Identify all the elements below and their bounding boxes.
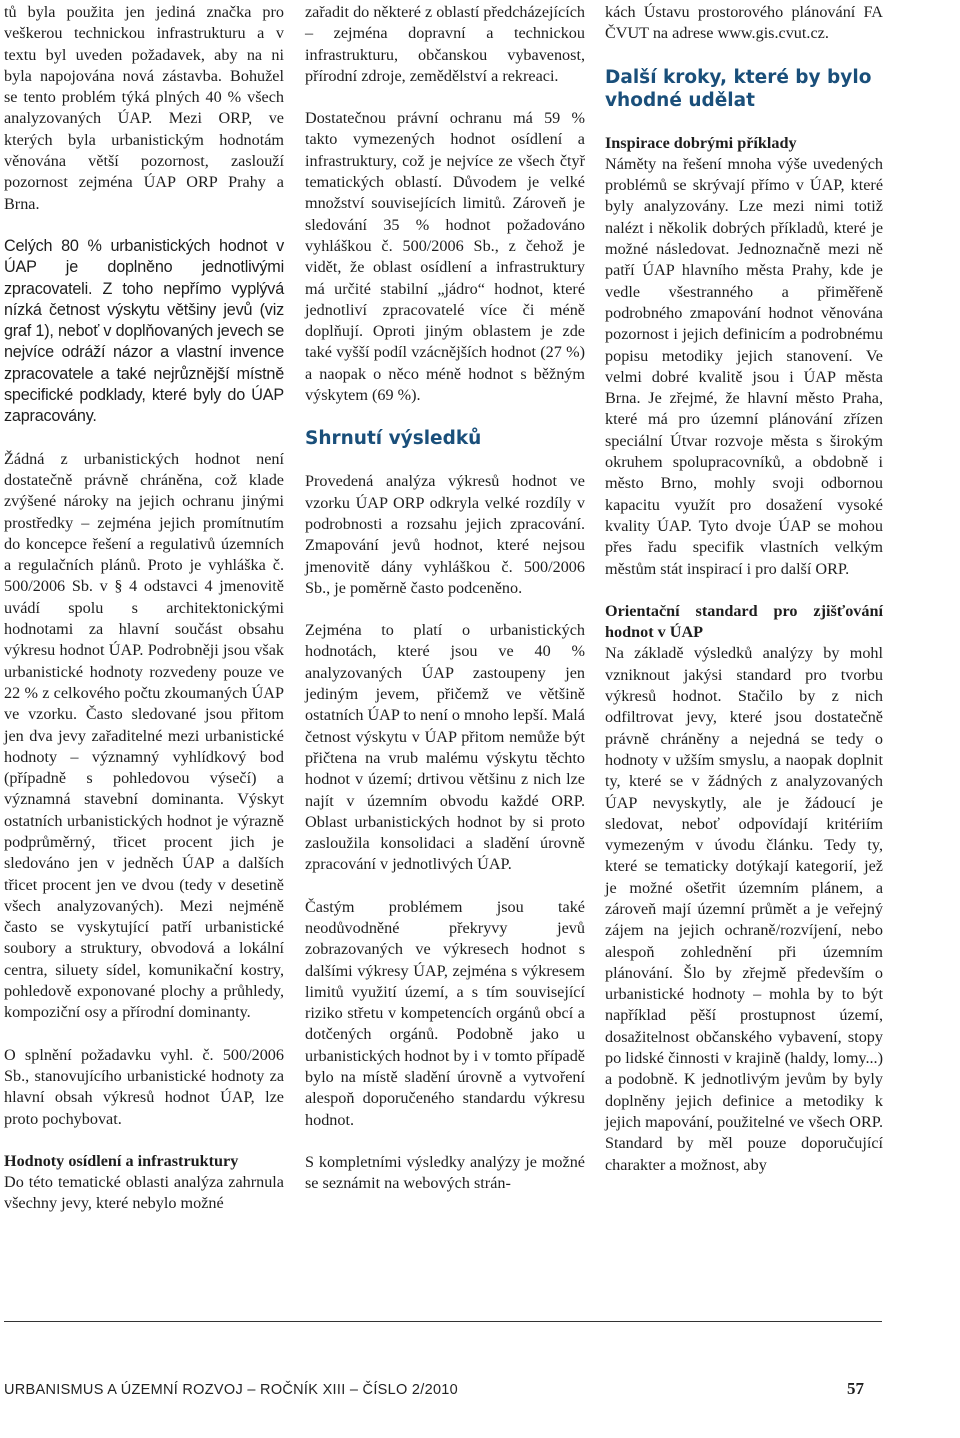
paragraph: Žádná z urbanistických hodnot není dostatečně právně chráněna, což klade zvýšené nároky na jejich ochranu jinými prostředky – zejména jejich promítnutím do koncepce řešení a regulativů územních a regulačních plánů. Proto je vyhláška č. 500/2006 Sb. v § 4 odstavci 4 jmenovitě uvádí spolu s architektonickými hodnotami za hlavní součást obsahu výkresu hodnot ÚAP. Podrobněji jsou však urbanistické hodnoty rozvedeny pouze ve 22 % z celkového počtu zkoumaných ÚAP ve vzorku. Často sledované jsou přitom jen dva jevy zařaditelné mezi urbanistické hodnoty – významný vyhlídkový bod (případně s pohledovou výsečí) a významná stavební dominanta. Výskyt ostatních urbanistických hodnot je výrazně podprůměrný, třicet procent jich je sledováno jen v jedněch ÚAP a dalších třicet procent jen ve dvou (tedy v desetině všech analyzovaných). Mezi nejméně často se vyskytující patří urbanistické soubory a struktury, obvodová a lokální centra, siluety sídel, komunikační kostry, pohledově exponované plochy a průhledy, kompoziční osy a přírodní dominanty. xyxy=(4,449,284,1022)
subheading-inspirace: Inspirace dobrými příklady xyxy=(605,133,797,152)
paragraph: Dostatečnou právní ochranu má 59 % takto vymezených hodnot osídlení a infrastruktury, což je nejvíce ze všech čtyř tematických oblastí. Důvodem je velké množství souvisejících limitů. Zároveň je sledování 35 % hodnot požadováno vyhláškou č. 500/2006 Sb., z čehož je vidět, že oblast osídlení a infrastruktury má určité stabilní „jádro“ hodnot, které jednotliví zpracovatelé více či méně doplňují. Oproti jiným oblastem je zde také vyšší podíl vzácnějších hodnot (27 %) a naopak o něco méně hodnot s běžným výskytem (69 %). xyxy=(305,109,585,405)
text-column-2 xyxy=(305,2,585,1195)
subheading-hodnoty-osidleni: Hodnoty osídlení a infrastruktury xyxy=(4,1151,239,1170)
paragraph: Náměty na řešení mnoha výše uvedených problémů se skrývají přímo v ÚAP, které byly analyzovány. Lze mezi nimi totiž nalézt i několik dobrých příkladů, které je možné následovat. Jednoznačně mezi ně patří ÚAP hlavního města Prahy, kde je vedle všestranného a přiměřeně podrobného zmapování hodnot věnována pozornost i jejich definicím a podrobnému popisu metodiky jejich stanovení. Ve velmi dobré kvalitě jsou i ÚAP města Brna. Je zřejmé, že hlavní město Praha, které má pro územní plánování zřízen speciální Útvar rozvoje města s širokým okruhem spolupracovníků, a obdobně i město Brno, mohly svoji odbornou kapacitu využít pro dosažení vysoké kvality ÚAP. Tyto dvoje ÚAP se mohou přes řadu specifik vlastních velkým městům stát inspirací i pro další ORP. xyxy=(605,154,883,578)
journal-footer: URBANISMUS A ÚZEMNÍ ROZVOJ – ROČNÍK XIII – ČÍSLO 2/2010 xyxy=(4,1382,459,1398)
paragraph: zařadit do některé z oblastí předcházejících – zejména dopravní a technickou infrastrukturu, občanskou vybavenost, přírodní zdroje, zemědělství a rekreaci. xyxy=(305,3,585,85)
subheading-orientacni-standard: Orientační standard pro zjišťování hodnot v ÚAP xyxy=(605,601,883,642)
paragraph: Častým problémem jsou také neodůvodněné překryvy jevů zobrazovaných ve výkresech hodnot s dalšími výkresy ÚAP, zejména s výkresem limitů využití území, a s tím související riziko střetu v kompetencích orgánů obcí a dotčených orgánů. Podobně jako u urbanistických hodnot by i v tomto případě bylo na místě sladění úrovně a vytvoření alespoň doporučeného standardu výkresu hodnot. xyxy=(305,897,585,1129)
paragraph: tů byla použita jen jediná značka pro veškerou technickou infrastrukturu a v textu byl uveden požadavek, aby na ni byla napojována nová zástavba. Bohužel se tento problém týká plných 40 % všech analyzovaných ÚAP. Mezi ORP, ve kterých byla urbanistickým hodnotám věnována větší pozornost, zaslouží pozornost zejména ÚAP ORP Prahy a Brna. xyxy=(4,3,284,213)
paragraph: kách Ústavu prostorového plánování FA ČVUT na adrese www.gis.cvut.cz. xyxy=(605,3,883,43)
footer-divider xyxy=(4,1321,882,1322)
page-number: 57 xyxy=(847,1379,864,1398)
section-heading-dalsi-kroky: Další kroky, které by bylo vhodné udělat xyxy=(605,66,872,111)
paragraph: S kompletními výsledky analýzy je možné se seznámit na webových strán- xyxy=(305,1152,585,1193)
paragraph: Zejména to platí o urbanistických hodnotách, které jsou ve 40 % analyzovaných ÚAP zastoupeny jen jediným jevem, přičemž ve většině ostatních ÚAP to není o mnoho lepší. Malá četnost výskytu v ÚAP přitom nemůže být přičtena na vrub malému výskytu těchto hodnot v území; drtivou většinu z nich lze najít v územním obvodu každé ORP. Oblast urbanistických hodnot by si proto zasloužila konsolidaci a sladění úrovně zpracování v jednotlivých ÚAP. xyxy=(305,621,585,874)
paragraph: Na základě výsledků analýzy by mohl vzniknout jakýsi standard pro tvorbu výkresů hodnot. Stačilo by z nich odfiltrovat jevy, které jsou dostatečně právně chráněny a nejedná se tedy o hodnoty v užším smyslu, a naopak doplnit ty, které se v žádných z analyzovaných ÚAP nevyskytly, ale je žádoucí je sledovat, neboť odpovídají kritériím vymezeným v úvodu článku. Tedy ty, které se tematicky dotýkají kategorií, jež je možné ošetřit územním plánem, a zároveň mají územní průmět a je veřejný zájem na jejich ochraně/rozvíjení, nebo alespoň zohlednění při územním plánování. Šlo by zřejmě především o urbanistické hodnoty – mohla by to být například pěší prostupnost území, dosažitelnost občanského vybavení, stopy po lidské činnosti v krajině (haldy, lomy...) a podobně. K jednotlivým jevům by byly doplněny jejich definice a metodiky k jejich mapování, použitelné ve všech ORP. Standard by měl pouze doporučující charakter a možnost, aby xyxy=(605,644,883,1174)
paragraph: Celých 80 % urbanistických hodnot v ÚAP je doplněno jednotlivými zpracovateli. Z toho nepřímo vyplývá nízká četnost výskytu většiny jevů (viz graf 1), neboť v doplňovaných jevech se nejvíce odráží názor a vlastní invence zpracovatele a také nejrůznější místně specifické podklady, které byly do ÚAP zapracovány. xyxy=(4,236,284,426)
text-column-3 xyxy=(605,2,883,1176)
section-heading-shrnuti: Shrnutí výsledků xyxy=(305,428,482,450)
paragraph: Do této tematické oblasti analýza zahrnula všechny jevy, které nebylo možné xyxy=(4,1173,284,1213)
text-column-1 xyxy=(4,2,284,1215)
paragraph: O splnění požadavku vyhl. č. 500/2006 Sb., stanovujícího urbanistické hodnoty za hlavní obsah výkresů hodnot ÚAP, lze proto pochybovat. xyxy=(4,1045,284,1128)
paragraph: Provedená analýza výkresů hodnot ve vzorku ÚAP ORP odkryla velké rozdíly v podrobnosti a rozsahu jejich zpracování. Zmapování jevů hodnot, které nejsou jmenovitě dány vyhláškou č. 500/2006 Sb., je poměrně často podceněno. xyxy=(305,472,585,597)
